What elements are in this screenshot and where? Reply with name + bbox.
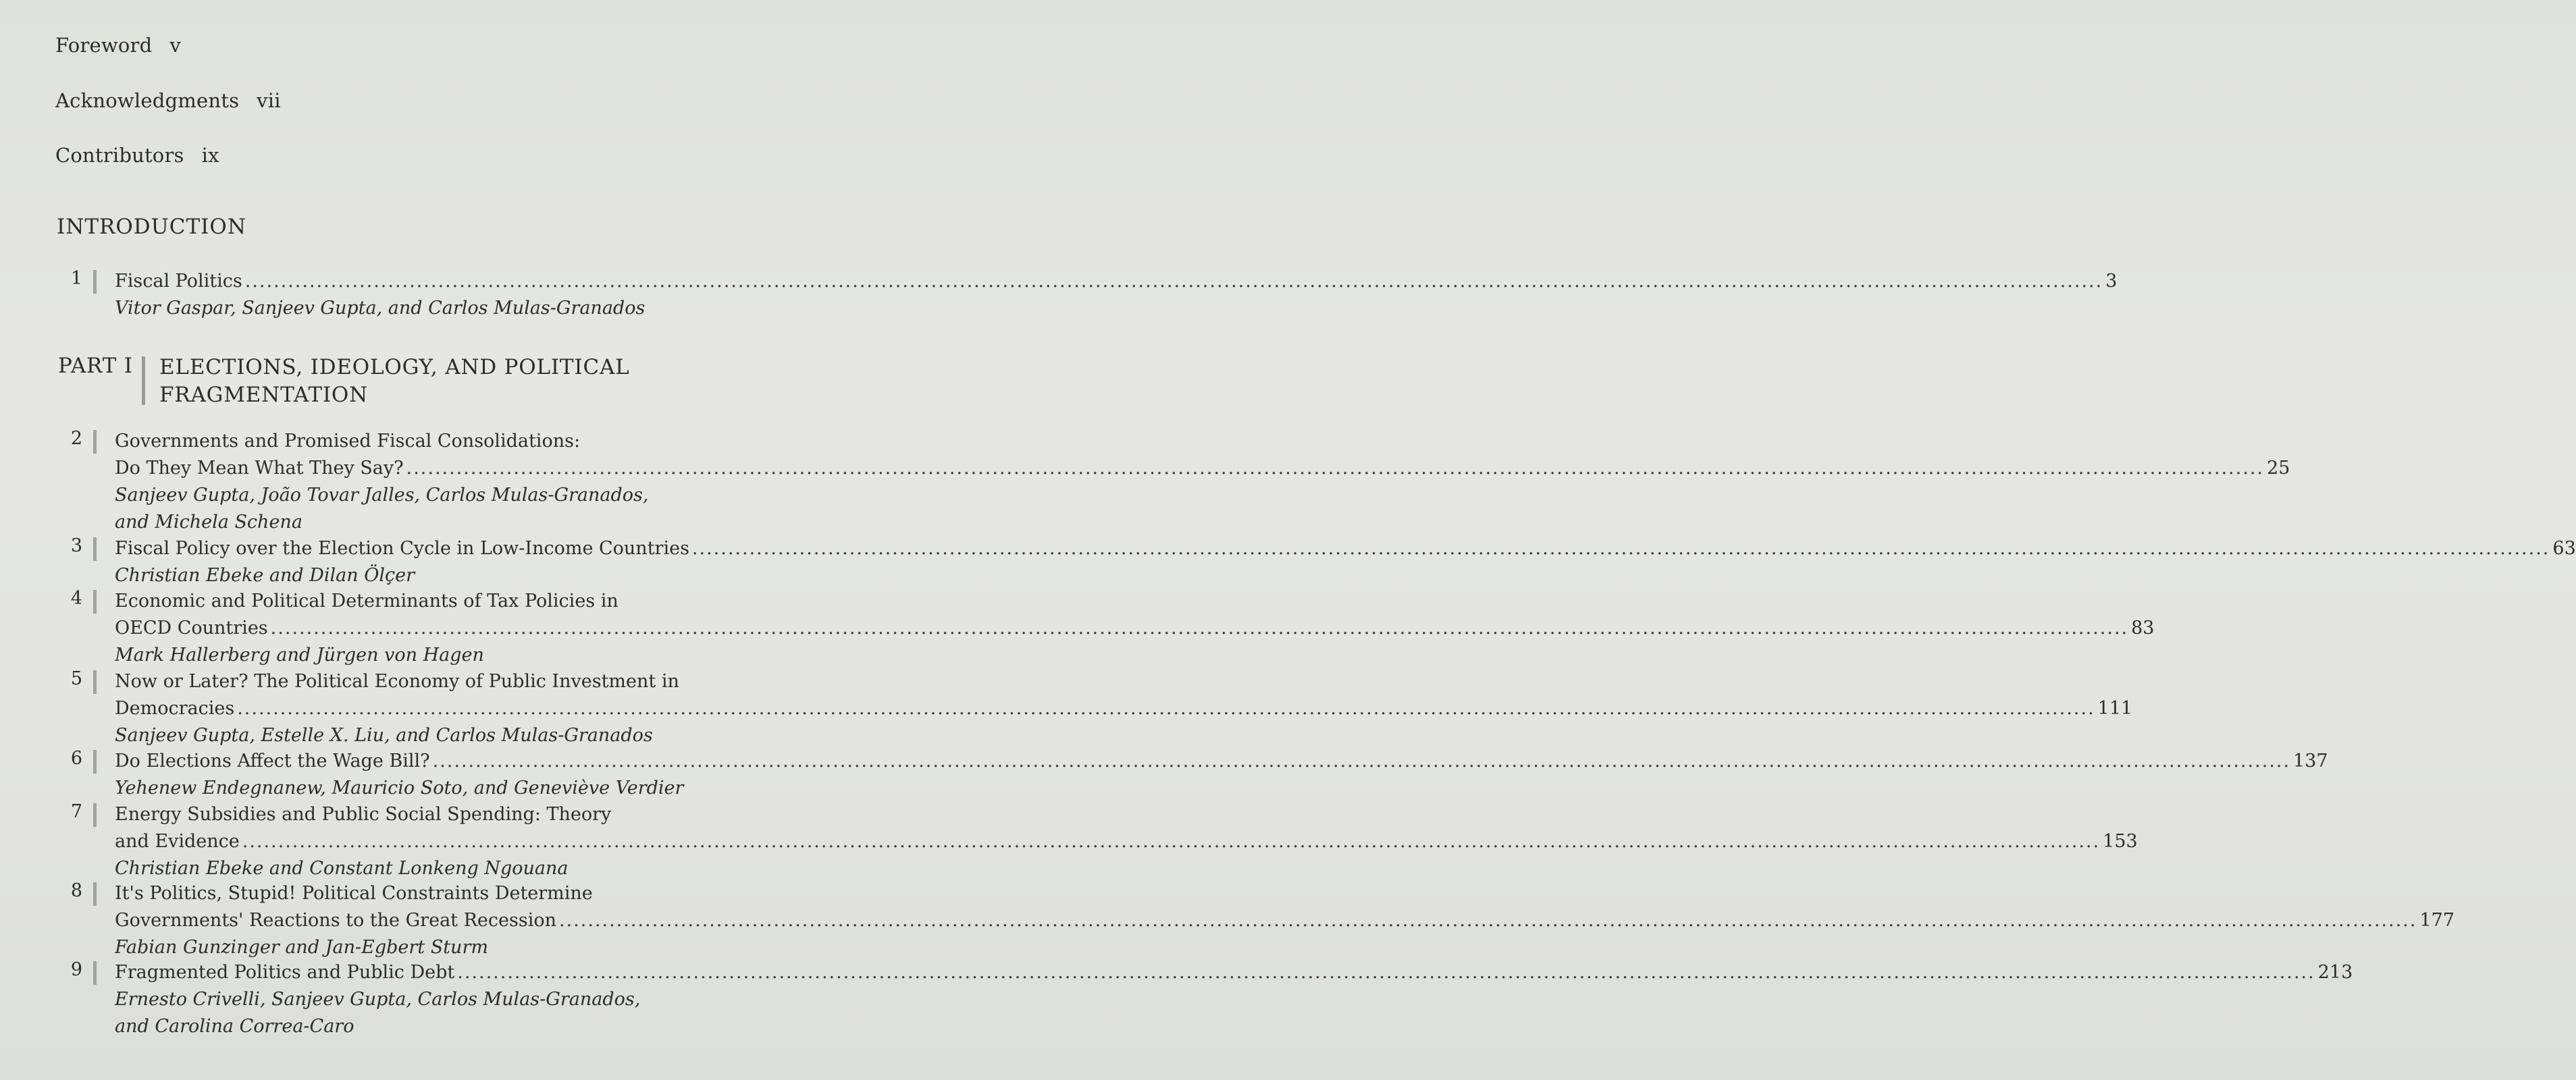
toc-entry-chapter-7[interactable] bbox=[68, 801, 2138, 882]
chapter-number: 6 bbox=[70, 748, 82, 769]
chapter-body bbox=[115, 880, 2455, 961]
dot-leader: .................................................................................................................................................................................................................................................................... bbox=[242, 831, 2101, 852]
section-heading-introduction: INTRODUCTION bbox=[57, 215, 246, 239]
dot-leader: .................................................................................................................................................................................................................................................................... bbox=[559, 910, 2417, 931]
chapter-title: Do They Mean What They Say? bbox=[115, 458, 404, 479]
chapter-authors: Mark Hallerberg and Jürgen von Hagen bbox=[115, 645, 484, 666]
chapter-title-row bbox=[115, 268, 2118, 295]
part-divider-bar bbox=[142, 356, 145, 405]
chapter-title: Fiscal Politics bbox=[115, 271, 242, 292]
chapter-title-line: It's Politics, Stupid! Political Constraints Determine bbox=[115, 883, 593, 904]
chapter-number: 8 bbox=[70, 880, 82, 901]
dot-leader: .................................................................................................................................................................................................................................................................... bbox=[270, 618, 2129, 639]
chapter-title-row bbox=[115, 959, 2353, 986]
chapter-number: 4 bbox=[70, 588, 82, 609]
toc-entry-chapter-6[interactable] bbox=[68, 748, 2328, 802]
chapter-page-number: 111 bbox=[2097, 698, 2133, 719]
entry-title: Acknowledgments bbox=[55, 89, 240, 112]
chapter-number: 2 bbox=[70, 428, 82, 449]
chapter-page-number: 213 bbox=[2317, 962, 2353, 983]
chapter-page-number: 177 bbox=[2419, 910, 2455, 931]
part-title bbox=[159, 354, 713, 409]
chapter-body bbox=[115, 588, 2155, 669]
chapter-authors: Christian Ebeke and Dilan Ölçer bbox=[115, 565, 415, 586]
chapter-title-line: Economic and Political Determinants of Tax Policies in bbox=[115, 591, 619, 612]
chapter-number: 9 bbox=[70, 959, 82, 980]
chapter-authors: Sanjeev Gupta, João Tovar Jalles, Carlos Mulas-Granados, bbox=[115, 485, 649, 506]
dot-leader: .................................................................................................................................................................................................................................................................... bbox=[406, 458, 2265, 479]
chapter-divider-bar bbox=[93, 882, 97, 906]
entry-title: Contributors bbox=[55, 144, 184, 167]
entry-title: Foreword bbox=[55, 34, 153, 57]
chapter-title-row bbox=[115, 828, 2138, 855]
toc-entry-chapter-9[interactable] bbox=[68, 959, 2353, 1040]
chapter-divider-bar bbox=[93, 803, 97, 827]
chapter-title: Do Elections Affect the Wage Bill? bbox=[115, 751, 430, 772]
chapter-authors: Fabian Gunzinger and Jan-Egbert Sturm bbox=[115, 937, 488, 958]
chapter-title-line: Now or Later? The Political Economy of Public Investment in bbox=[115, 671, 679, 692]
chapter-title: Governments' Reactions to the Great Recession bbox=[115, 910, 556, 931]
chapter-title-row bbox=[115, 535, 2576, 562]
chapter-title: and Evidence bbox=[115, 831, 240, 852]
chapter-authors: Ernesto Crivelli, Sanjeev Gupta, Carlos Mulas-Granados, bbox=[115, 989, 641, 1010]
toc-entry-contributors[interactable] bbox=[55, 144, 219, 167]
chapter-authors: Sanjeev Gupta, Estelle X. Liu, and Carlos Mulas-Granados bbox=[115, 725, 653, 746]
dot-leader: .................................................................................................................................................................................................................................................................... bbox=[432, 751, 2291, 772]
chapter-body bbox=[115, 959, 2353, 1040]
chapter-number: 1 bbox=[70, 268, 82, 289]
chapter-title-row bbox=[115, 748, 2328, 775]
chapter-page-number: 63 bbox=[2552, 538, 2576, 559]
dot-leader: .................................................................................................................................................................................................................................................................... bbox=[457, 962, 2315, 983]
chapter-title-row bbox=[115, 907, 2455, 934]
chapter-number: 7 bbox=[70, 801, 82, 822]
toc-entry-acknowledgments[interactable] bbox=[55, 89, 281, 112]
toc-entry-chapter-8[interactable] bbox=[68, 880, 2455, 961]
dot-leader: .................................................................................................................................................................................................................................................................... bbox=[244, 271, 2103, 292]
chapter-body bbox=[115, 748, 2328, 802]
chapter-page-number: 3 bbox=[2105, 271, 2118, 292]
chapter-authors: Yehenew Endegnanew, Mauricio Soto, and Geneviève Verdier bbox=[115, 778, 684, 799]
chapter-body bbox=[115, 428, 2290, 536]
chapter-divider-bar bbox=[93, 670, 97, 694]
chapter-divider-bar bbox=[93, 430, 97, 454]
chapter-title-row bbox=[115, 615, 2155, 642]
chapter-title: Fragmented Politics and Public Debt bbox=[115, 962, 455, 983]
chapter-title-line: Governments and Promised Fiscal Consolidations: bbox=[115, 431, 581, 452]
chapter-divider-bar bbox=[93, 537, 97, 561]
chapter-number: 5 bbox=[70, 668, 82, 689]
chapter-authors: Vitor Gaspar, Sanjeev Gupta, and Carlos Mulas-Granados bbox=[115, 298, 646, 319]
toc-entry-chapter-4[interactable] bbox=[68, 588, 2155, 669]
toc-entry-foreword[interactable] bbox=[55, 34, 181, 57]
chapter-body bbox=[115, 535, 2576, 589]
chapter-number: 3 bbox=[70, 535, 82, 556]
chapter-title-row bbox=[115, 695, 2133, 722]
chapter-body bbox=[115, 801, 2138, 882]
chapter-divider-bar bbox=[93, 750, 97, 774]
dot-leader: .................................................................................................................................................................................................................................................................... bbox=[691, 538, 2550, 559]
part-title-line: ELECTIONS, IDEOLOGY, AND POLITICAL bbox=[159, 355, 630, 379]
chapter-divider-bar bbox=[93, 270, 97, 294]
entry-page-number: v bbox=[169, 34, 181, 57]
chapter-divider-bar bbox=[93, 590, 97, 614]
chapter-divider-bar bbox=[93, 961, 97, 985]
chapter-title: OECD Countries bbox=[115, 618, 268, 639]
entry-page-number: vii bbox=[257, 89, 281, 112]
chapter-page-number: 83 bbox=[2131, 618, 2155, 639]
chapter-body bbox=[115, 668, 2133, 749]
toc-entry-chapter-5[interactable] bbox=[68, 668, 2133, 749]
chapter-title: Fiscal Policy over the Election Cycle in Low-Income Countries bbox=[115, 538, 689, 559]
part-label: PART I bbox=[58, 354, 133, 378]
part-title-line: FRAGMENTATION bbox=[159, 383, 369, 407]
chapter-title-line: Energy Subsidies and Public Social Spending: Theory bbox=[115, 804, 612, 825]
chapter-authors: Christian Ebeke and Constant Lonkeng Ngouana bbox=[115, 858, 569, 879]
chapter-authors: and Michela Schena bbox=[115, 512, 303, 533]
chapter-body bbox=[115, 268, 2118, 322]
chapter-page-number: 25 bbox=[2267, 458, 2290, 479]
dot-leader: .................................................................................................................................................................................................................................................................... bbox=[237, 698, 2095, 719]
entry-page-number: ix bbox=[201, 144, 219, 167]
toc-entry-chapter-3[interactable] bbox=[68, 535, 2576, 589]
toc-entry-chapter-1[interactable] bbox=[68, 268, 2118, 322]
chapter-authors: and Carolina Correa-Caro bbox=[115, 1016, 354, 1037]
chapter-page-number: 137 bbox=[2293, 751, 2328, 772]
chapter-title: Democracies bbox=[115, 698, 235, 719]
toc-entry-chapter-2[interactable] bbox=[68, 428, 2290, 536]
chapter-page-number: 153 bbox=[2103, 831, 2138, 852]
chapter-title-row bbox=[115, 455, 2290, 482]
